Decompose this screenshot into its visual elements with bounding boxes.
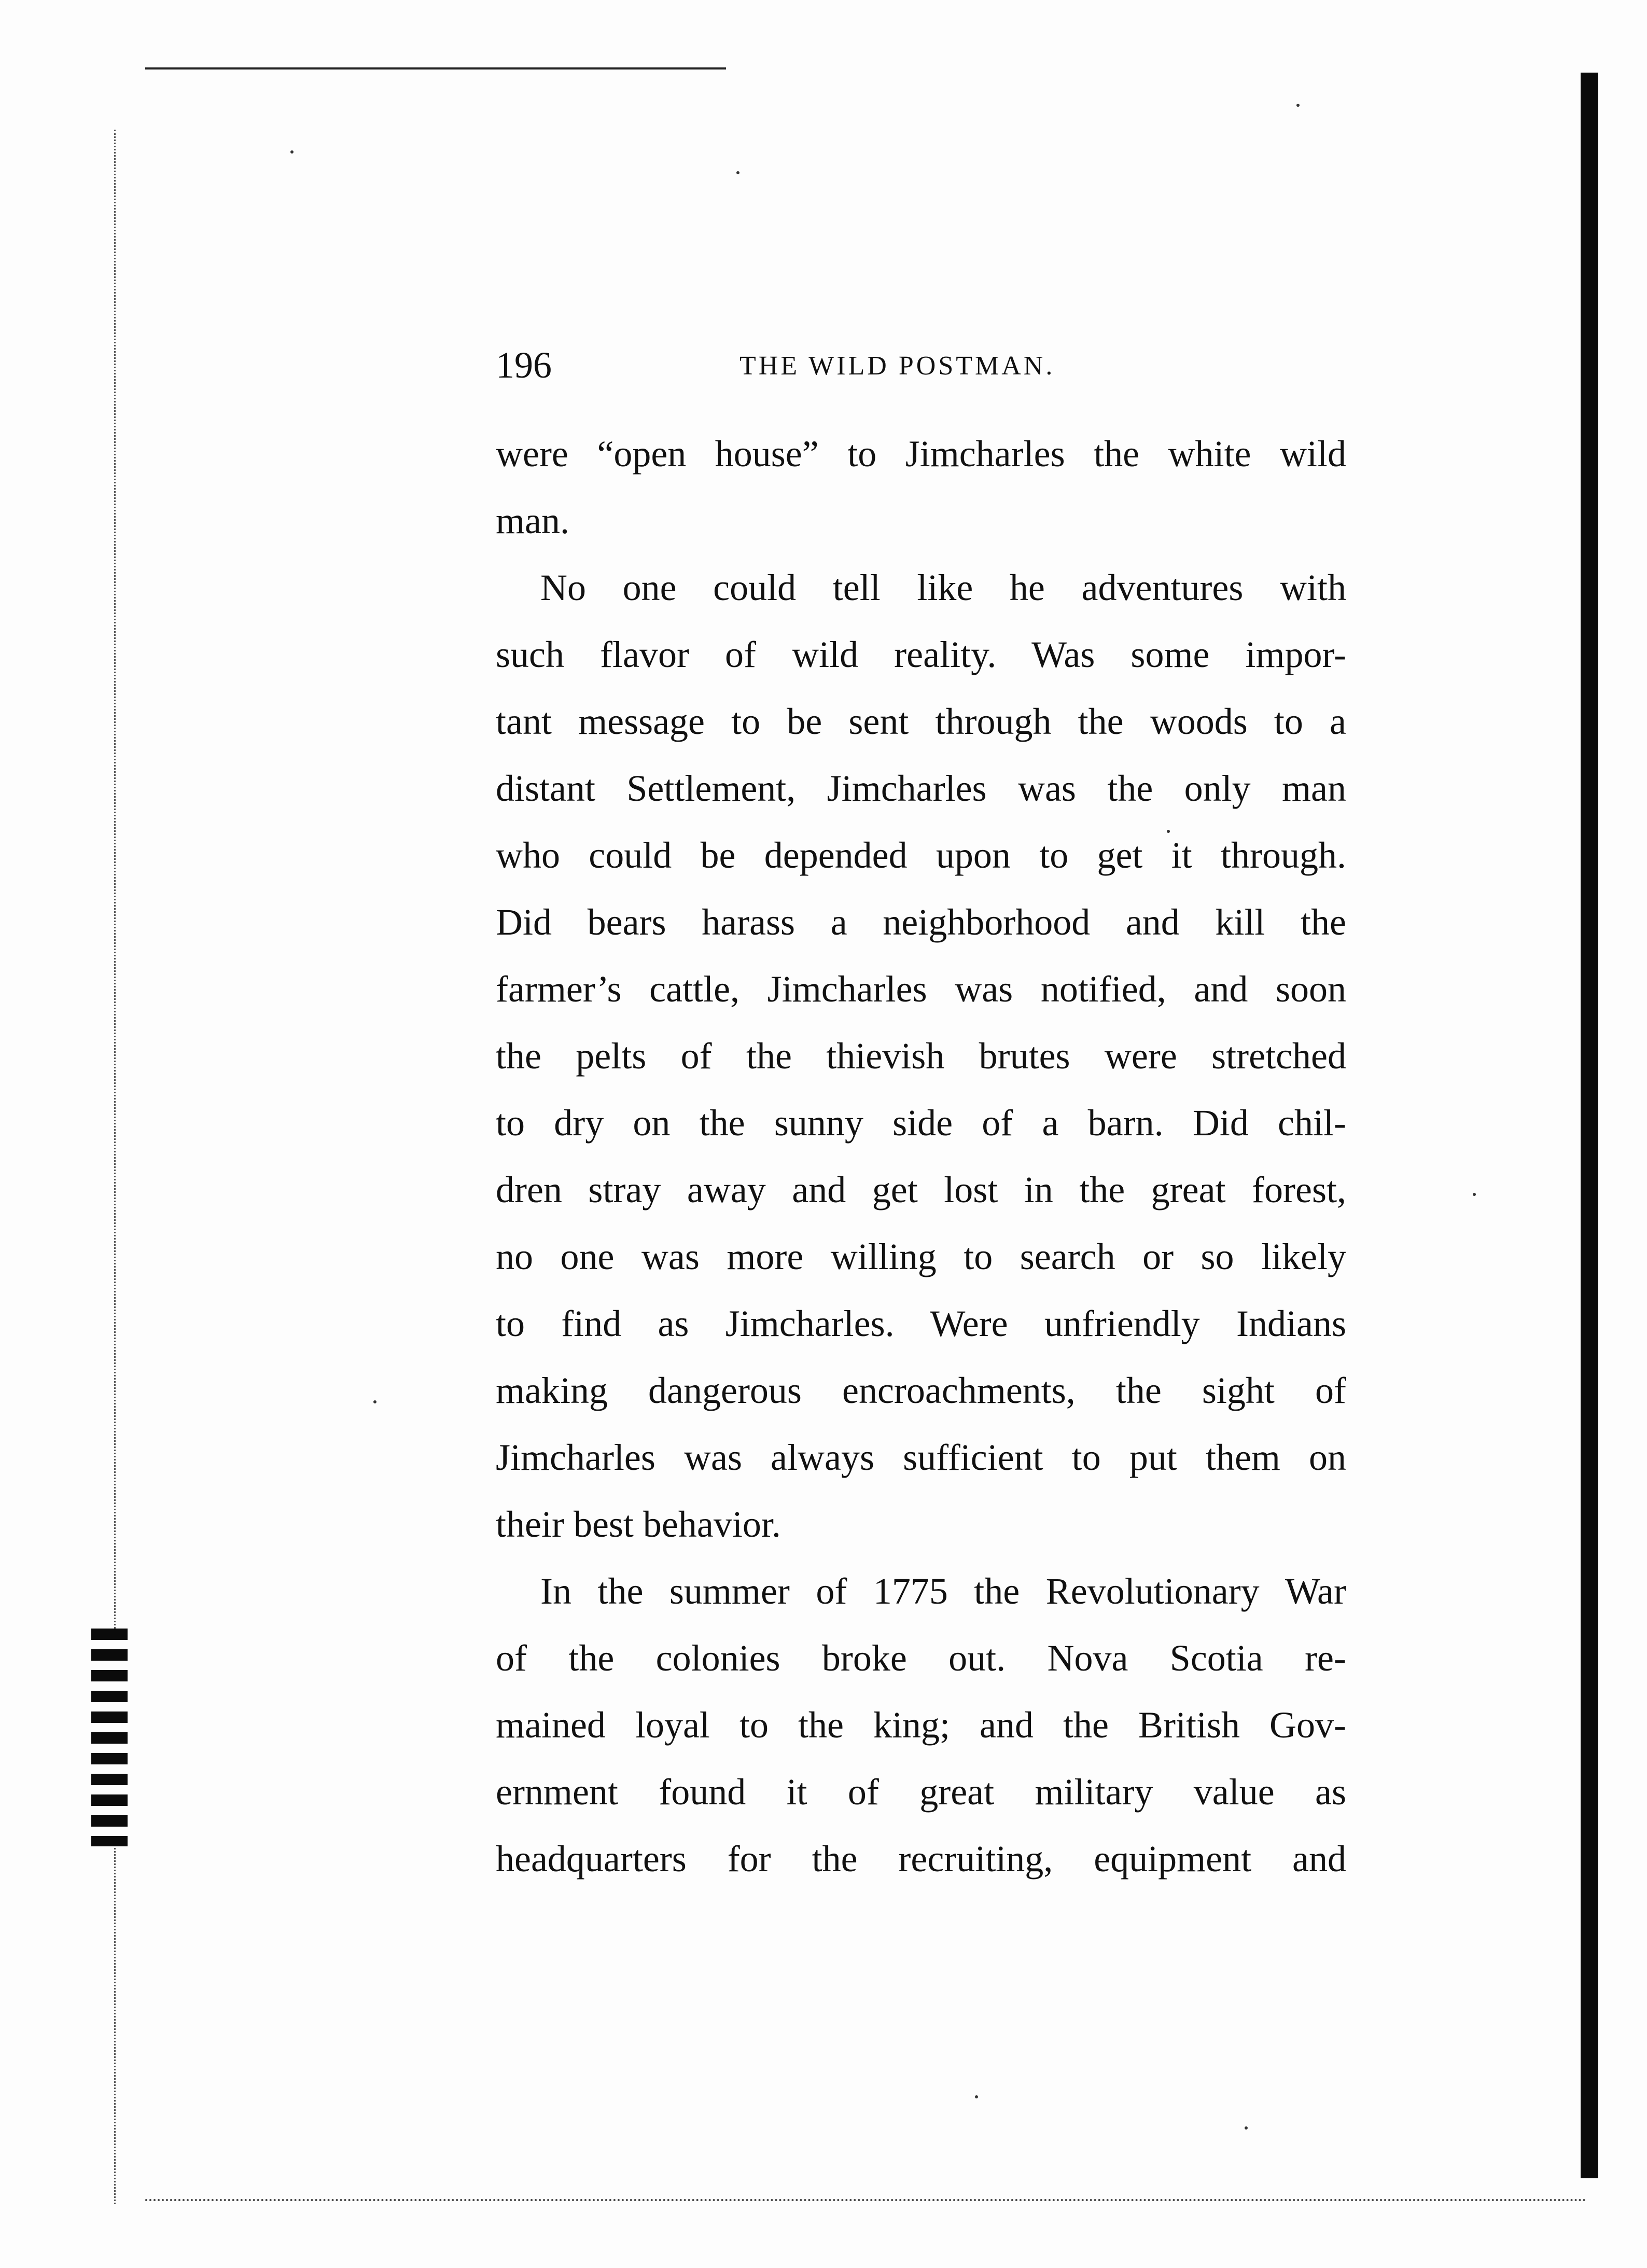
scan-right-edge-bar — [1581, 73, 1598, 2178]
scan-left-edge-marks — [93, 130, 116, 2204]
text-line: headquarters for the recruiting, equipment and — [496, 1838, 1346, 1880]
scan-speck — [290, 150, 294, 154]
text-line: distant Settlement, Jimcharles was the only man — [496, 768, 1346, 809]
text-line: were “open house” to Jimcharles the white wild — [496, 433, 1346, 475]
text-line: ernment found it of great military value as — [496, 1771, 1346, 1813]
text-line: such flavor of wild reality. Was some impor- — [496, 634, 1346, 675]
scan-speck — [736, 171, 739, 174]
text-line: tant message to be sent through the woods to a — [496, 701, 1346, 742]
text-line: to find as Jimcharles. Were unfriendly Indians — [496, 1303, 1346, 1344]
scan-edge-barcode — [91, 1629, 128, 1846]
scan-speck — [1473, 1193, 1476, 1196]
scan-top-rule — [145, 67, 726, 69]
running-head — [496, 337, 1346, 399]
paragraph-start-line: In the summer of 1775 the Revolutionary War — [540, 1570, 1346, 1612]
text-line: Jimcharles was always sufficient to put them on — [496, 1437, 1346, 1478]
scan-speck — [373, 1400, 376, 1403]
scan-bottom-noise — [145, 2199, 1587, 2206]
text-line: man. — [496, 500, 569, 541]
text-line: who could be depended upon to get it through. — [496, 834, 1346, 876]
text-line: dren stray away and get lost in the great forest, — [496, 1169, 1346, 1210]
text-line: making dangerous encroachments, the sight of — [496, 1370, 1346, 1411]
text-line: their best behavior. — [496, 1504, 781, 1545]
text-line: Did bears harass a neighborhood and kill the — [496, 901, 1346, 943]
text-line: the pelts of the thievish brutes were stretched — [496, 1035, 1346, 1077]
text-line: mained loyal to the king; and the British Gov- — [496, 1704, 1346, 1746]
scan-speck — [975, 2095, 978, 2098]
page-number: 196 — [496, 344, 552, 386]
text-line: farmer’s cattle, Jimcharles was notified, and soon — [496, 968, 1346, 1010]
text-line: to dry on the sunny side of a barn. Did chil- — [496, 1102, 1346, 1144]
running-title: THE WILD POSTMAN. — [739, 351, 1055, 381]
text-line: no one was more willing to search or so likely — [496, 1236, 1346, 1277]
text-line: of the colonies broke out. Nova Scotia re- — [496, 1637, 1346, 1679]
body-text — [496, 430, 1346, 1902]
scan-speck — [1296, 104, 1300, 107]
paragraph-start-line: No one could tell like he adventures with — [540, 567, 1346, 608]
scan-speck — [1245, 2126, 1248, 2130]
